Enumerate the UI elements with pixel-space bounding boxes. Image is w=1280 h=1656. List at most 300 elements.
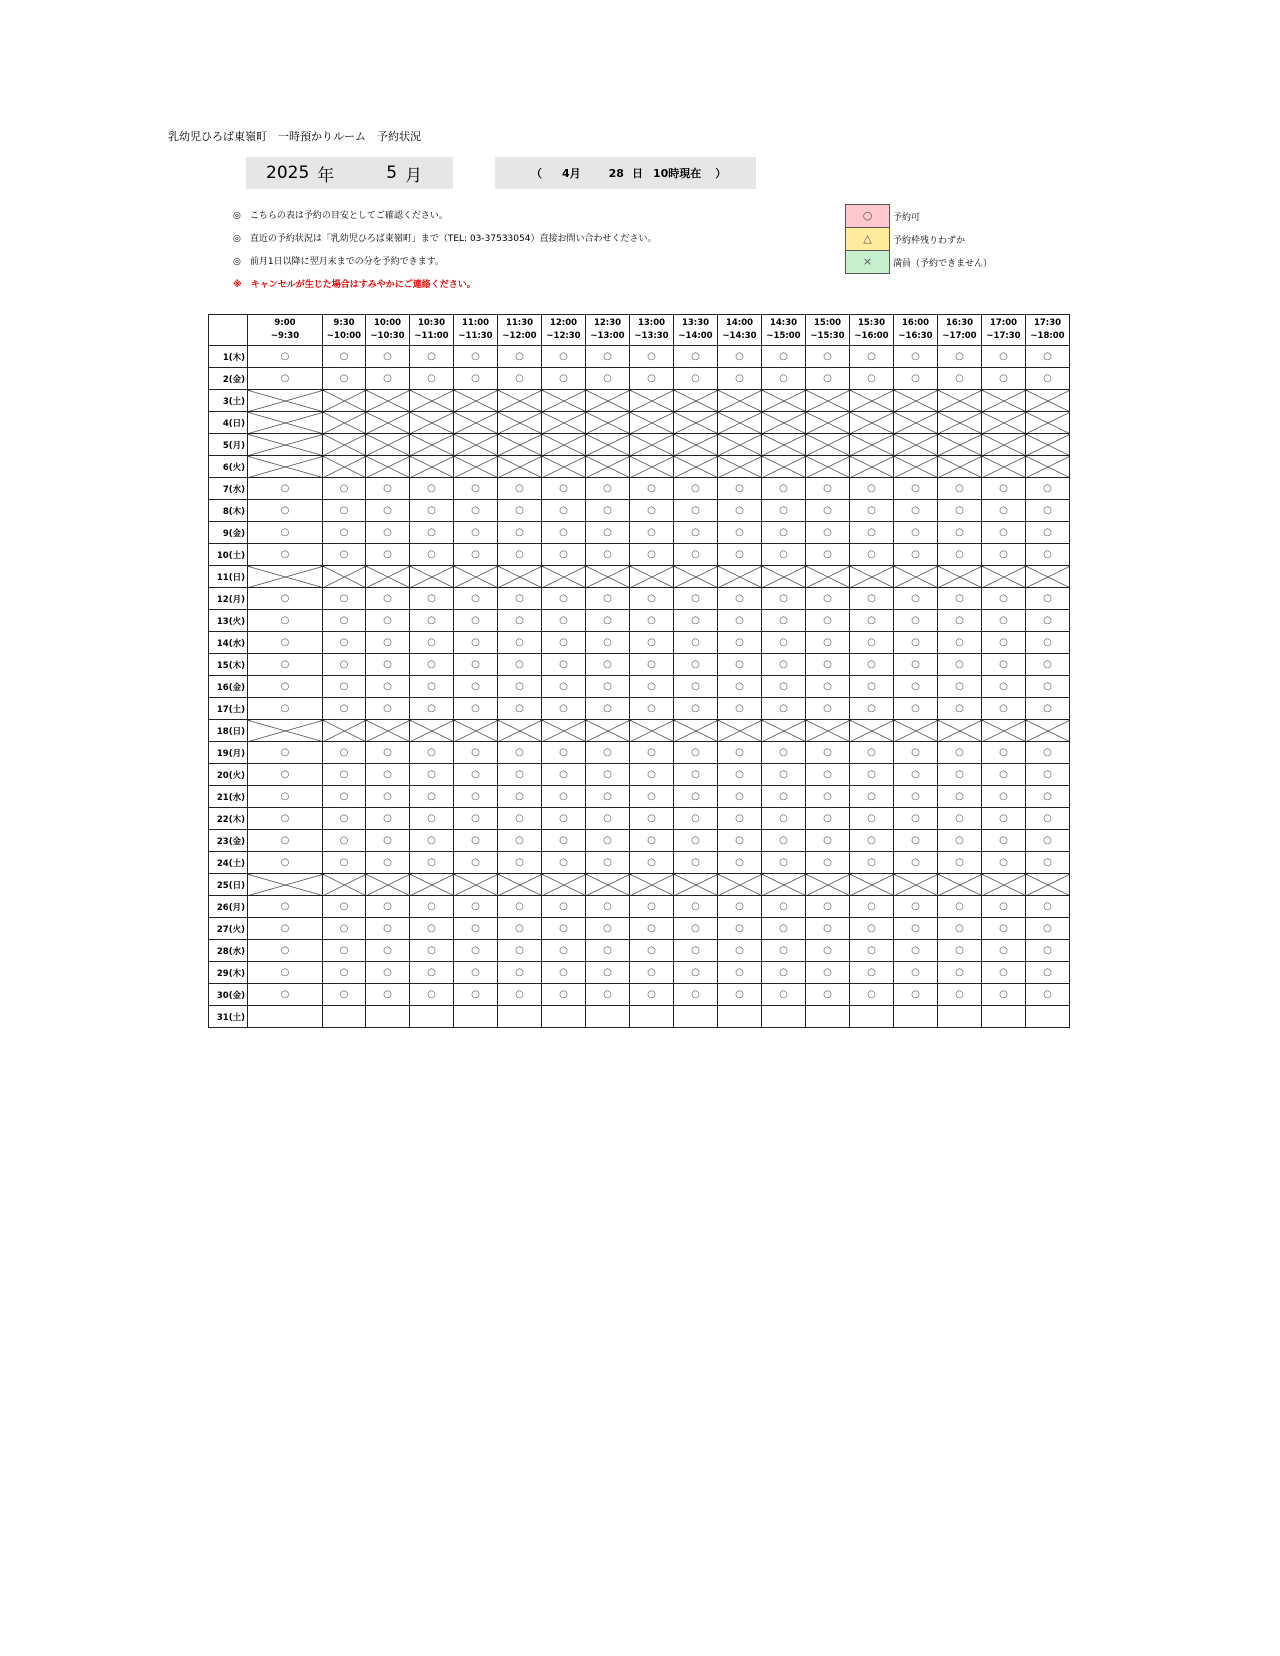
slot-closed bbox=[410, 390, 454, 412]
legend-item-few-left bbox=[845, 228, 992, 251]
slot-available: ○ bbox=[674, 984, 718, 1006]
slot-available: ○ bbox=[718, 852, 762, 874]
slot-available: ○ bbox=[762, 500, 806, 522]
slot-available: ○ bbox=[982, 588, 1026, 610]
slot-available: ○ bbox=[366, 984, 410, 1006]
day-row bbox=[209, 830, 1070, 852]
slot-closed bbox=[454, 412, 498, 434]
slot-available: ○ bbox=[366, 346, 410, 368]
slot-available: ○ bbox=[498, 676, 542, 698]
slot-closed bbox=[762, 874, 806, 896]
slot-available: ○ bbox=[674, 896, 718, 918]
slot-closed bbox=[586, 434, 630, 456]
slot-available: ○ bbox=[1026, 786, 1070, 808]
slot-closed bbox=[498, 412, 542, 434]
slot-closed bbox=[762, 566, 806, 588]
slot-available: ○ bbox=[454, 984, 498, 1006]
slot-available: ○ bbox=[323, 654, 366, 676]
slot-available: ○ bbox=[498, 764, 542, 786]
slot-available: ○ bbox=[762, 368, 806, 390]
slot-available: ○ bbox=[718, 984, 762, 1006]
slot-available: ○ bbox=[498, 918, 542, 940]
slot-closed bbox=[1026, 412, 1070, 434]
slot-available: ○ bbox=[850, 698, 894, 720]
day-label: 16(金) bbox=[209, 676, 248, 698]
slot-empty bbox=[454, 1006, 498, 1028]
legend-label: 満員（予約できません） bbox=[893, 259, 993, 269]
slot-available: ○ bbox=[323, 588, 366, 610]
month-label: 月 bbox=[405, 165, 423, 186]
slot-available: ○ bbox=[542, 368, 586, 390]
slot-available: ○ bbox=[762, 346, 806, 368]
slot-available: ○ bbox=[850, 852, 894, 874]
slot-available: ○ bbox=[410, 632, 454, 654]
slot-available: ○ bbox=[894, 962, 938, 984]
slot-end: ~12:00 bbox=[502, 331, 537, 341]
slot-available: ○ bbox=[982, 632, 1026, 654]
slot-available: ○ bbox=[938, 896, 982, 918]
slot-available: ○ bbox=[894, 346, 938, 368]
slot-available: ○ bbox=[762, 940, 806, 962]
slot-closed bbox=[323, 874, 366, 896]
slot-available: ○ bbox=[586, 830, 630, 852]
slot-empty bbox=[366, 1006, 410, 1028]
slot-closed bbox=[806, 874, 850, 896]
slot-available: ○ bbox=[498, 896, 542, 918]
slot-closed bbox=[806, 412, 850, 434]
slot-available: ○ bbox=[454, 764, 498, 786]
day-label: 15(木) bbox=[209, 654, 248, 676]
time-slot-header bbox=[542, 315, 586, 346]
slot-available: ○ bbox=[762, 786, 806, 808]
slot-available: ○ bbox=[894, 478, 938, 500]
slot-start: 11:30 bbox=[505, 318, 534, 328]
corner-cell bbox=[209, 315, 248, 346]
slot-available: ○ bbox=[323, 478, 366, 500]
slot-available: ○ bbox=[366, 742, 410, 764]
slot-available: ○ bbox=[982, 984, 1026, 1006]
slot-available: ○ bbox=[454, 742, 498, 764]
day-row bbox=[209, 544, 1070, 566]
legend-item-full bbox=[845, 251, 992, 274]
day-row bbox=[209, 874, 1070, 896]
slot-closed bbox=[542, 720, 586, 742]
slot-empty bbox=[938, 1006, 982, 1028]
slot-available: ○ bbox=[982, 786, 1026, 808]
page-title: 乳幼児ひろば東嶺町 一時預かりルーム 予約状況 bbox=[168, 130, 421, 143]
slot-available: ○ bbox=[982, 544, 1026, 566]
slot-available: ○ bbox=[1026, 544, 1070, 566]
slot-available: ○ bbox=[410, 984, 454, 1006]
slot-available: ○ bbox=[366, 918, 410, 940]
slot-available: ○ bbox=[586, 588, 630, 610]
slot-closed bbox=[323, 456, 366, 478]
slot-start: 15:00 bbox=[813, 318, 842, 328]
slot-available: ○ bbox=[323, 742, 366, 764]
slot-closed bbox=[366, 390, 410, 412]
slot-closed bbox=[938, 720, 982, 742]
slot-closed bbox=[1026, 566, 1070, 588]
slot-available: ○ bbox=[762, 830, 806, 852]
slot-empty bbox=[982, 1006, 1026, 1028]
slot-available: ○ bbox=[366, 764, 410, 786]
slot-available: ○ bbox=[630, 632, 674, 654]
slot-available: ○ bbox=[938, 522, 982, 544]
slot-available: ○ bbox=[248, 830, 323, 852]
slot-available: ○ bbox=[894, 918, 938, 940]
time-slot-header bbox=[454, 315, 498, 346]
slot-available: ○ bbox=[762, 632, 806, 654]
slot-available: ○ bbox=[1026, 808, 1070, 830]
slot-available: ○ bbox=[938, 610, 982, 632]
year-label: 年 bbox=[317, 165, 335, 186]
slot-closed bbox=[366, 412, 410, 434]
day-label: 4(日) bbox=[209, 412, 248, 434]
slot-available: ○ bbox=[323, 962, 366, 984]
slot-available: ○ bbox=[806, 478, 850, 500]
slot-closed bbox=[938, 434, 982, 456]
day-label: 18(日) bbox=[209, 720, 248, 742]
slot-end: ~16:00 bbox=[854, 331, 889, 341]
slot-closed bbox=[718, 390, 762, 412]
day-row bbox=[209, 346, 1070, 368]
slot-available: ○ bbox=[850, 676, 894, 698]
day-label: 19(月) bbox=[209, 742, 248, 764]
slot-available: ○ bbox=[762, 544, 806, 566]
slot-closed bbox=[410, 434, 454, 456]
day-label: 5(月) bbox=[209, 434, 248, 456]
legend bbox=[845, 205, 992, 274]
slot-closed bbox=[674, 720, 718, 742]
slot-available: ○ bbox=[410, 610, 454, 632]
slot-closed bbox=[982, 456, 1026, 478]
day-label: 28(水) bbox=[209, 940, 248, 962]
slot-available: ○ bbox=[806, 346, 850, 368]
slot-closed bbox=[542, 456, 586, 478]
legend-item-available bbox=[845, 205, 992, 228]
slot-available: ○ bbox=[938, 786, 982, 808]
slot-available: ○ bbox=[850, 346, 894, 368]
day-row bbox=[209, 720, 1070, 742]
slot-available: ○ bbox=[410, 940, 454, 962]
slot-available: ○ bbox=[674, 852, 718, 874]
slot-available: ○ bbox=[806, 764, 850, 786]
slot-closed bbox=[248, 566, 323, 588]
slot-available: ○ bbox=[982, 654, 1026, 676]
time-slot-header bbox=[630, 315, 674, 346]
as-of-close-paren: ） bbox=[715, 167, 727, 180]
slot-closed bbox=[894, 566, 938, 588]
slot-available: ○ bbox=[248, 522, 323, 544]
slot-available: ○ bbox=[806, 786, 850, 808]
slot-closed bbox=[366, 566, 410, 588]
slot-available: ○ bbox=[542, 544, 586, 566]
slot-available: ○ bbox=[454, 676, 498, 698]
slot-available: ○ bbox=[248, 588, 323, 610]
slot-available: ○ bbox=[542, 918, 586, 940]
day-label: 8(木) bbox=[209, 500, 248, 522]
day-row bbox=[209, 962, 1070, 984]
slot-available: ○ bbox=[323, 918, 366, 940]
slot-available: ○ bbox=[366, 588, 410, 610]
slot-available: ○ bbox=[366, 368, 410, 390]
slot-start: 16:00 bbox=[901, 318, 930, 328]
slot-available: ○ bbox=[586, 676, 630, 698]
slot-available: ○ bbox=[718, 676, 762, 698]
slot-closed bbox=[630, 874, 674, 896]
slot-closed bbox=[366, 434, 410, 456]
slot-available: ○ bbox=[806, 632, 850, 654]
slot-closed bbox=[762, 456, 806, 478]
slot-available: ○ bbox=[938, 654, 982, 676]
slot-available: ○ bbox=[806, 544, 850, 566]
slot-start: 13:30 bbox=[681, 318, 710, 328]
slot-closed bbox=[982, 412, 1026, 434]
slot-closed bbox=[674, 566, 718, 588]
slot-available: ○ bbox=[630, 896, 674, 918]
slot-closed bbox=[542, 874, 586, 896]
slot-available: ○ bbox=[366, 610, 410, 632]
time-slot-header bbox=[762, 315, 806, 346]
slot-available: ○ bbox=[806, 588, 850, 610]
slot-available: ○ bbox=[718, 742, 762, 764]
slot-available: ○ bbox=[323, 984, 366, 1006]
slot-available: ○ bbox=[410, 852, 454, 874]
slot-available: ○ bbox=[938, 830, 982, 852]
slot-available: ○ bbox=[762, 588, 806, 610]
slot-closed bbox=[323, 720, 366, 742]
slot-closed bbox=[498, 566, 542, 588]
slot-available: ○ bbox=[498, 852, 542, 874]
slot-end: ~14:00 bbox=[678, 331, 713, 341]
slot-end: ~18:00 bbox=[1030, 331, 1065, 341]
day-label: 29(木) bbox=[209, 962, 248, 984]
slot-start: 17:30 bbox=[1033, 318, 1062, 328]
slot-available: ○ bbox=[674, 544, 718, 566]
slot-available: ○ bbox=[674, 808, 718, 830]
day-label: 2(金) bbox=[209, 368, 248, 390]
slot-available: ○ bbox=[366, 544, 410, 566]
slot-available: ○ bbox=[1026, 654, 1070, 676]
slot-closed bbox=[806, 720, 850, 742]
slot-available: ○ bbox=[850, 962, 894, 984]
slot-closed bbox=[323, 390, 366, 412]
slot-empty bbox=[1026, 1006, 1070, 1028]
slot-available: ○ bbox=[248, 808, 323, 830]
slot-available: ○ bbox=[938, 764, 982, 786]
slot-available: ○ bbox=[674, 830, 718, 852]
slot-closed bbox=[410, 874, 454, 896]
slot-available: ○ bbox=[718, 500, 762, 522]
slot-closed bbox=[982, 434, 1026, 456]
day-row bbox=[209, 1006, 1070, 1028]
slot-available: ○ bbox=[323, 522, 366, 544]
day-label: 27(火) bbox=[209, 918, 248, 940]
slot-available: ○ bbox=[850, 544, 894, 566]
slot-available: ○ bbox=[718, 478, 762, 500]
slot-closed bbox=[674, 390, 718, 412]
slot-available: ○ bbox=[630, 918, 674, 940]
slot-available: ○ bbox=[850, 830, 894, 852]
time-slot-header bbox=[248, 315, 323, 346]
day-label: 23(金) bbox=[209, 830, 248, 852]
slot-available: ○ bbox=[762, 654, 806, 676]
slot-available: ○ bbox=[586, 962, 630, 984]
slot-available: ○ bbox=[894, 808, 938, 830]
slot-available: ○ bbox=[806, 654, 850, 676]
slot-start: 12:00 bbox=[549, 318, 578, 328]
slot-available: ○ bbox=[938, 742, 982, 764]
slot-available: ○ bbox=[248, 896, 323, 918]
day-row bbox=[209, 588, 1070, 610]
time-slot-header bbox=[498, 315, 542, 346]
slot-available: ○ bbox=[718, 654, 762, 676]
slot-closed bbox=[938, 390, 982, 412]
as-of-day-label: 日 bbox=[631, 167, 643, 180]
slot-available: ○ bbox=[248, 962, 323, 984]
slot-available: ○ bbox=[894, 830, 938, 852]
slot-closed bbox=[630, 412, 674, 434]
day-row bbox=[209, 940, 1070, 962]
slot-end: ~11:00 bbox=[414, 331, 449, 341]
slot-available: ○ bbox=[850, 764, 894, 786]
time-slot-header bbox=[1026, 315, 1070, 346]
slot-closed bbox=[586, 456, 630, 478]
slot-available: ○ bbox=[454, 610, 498, 632]
slot-available: ○ bbox=[850, 918, 894, 940]
slot-available: ○ bbox=[762, 852, 806, 874]
slot-closed bbox=[454, 456, 498, 478]
slot-available: ○ bbox=[248, 478, 323, 500]
slot-start: 10:30 bbox=[417, 318, 446, 328]
slot-available: ○ bbox=[806, 918, 850, 940]
slot-closed bbox=[806, 456, 850, 478]
slot-empty bbox=[674, 1006, 718, 1028]
slot-available: ○ bbox=[542, 654, 586, 676]
slot-available: ○ bbox=[498, 368, 542, 390]
slot-available: ○ bbox=[850, 940, 894, 962]
slot-available: ○ bbox=[938, 852, 982, 874]
slot-available: ○ bbox=[454, 830, 498, 852]
slot-available: ○ bbox=[323, 368, 366, 390]
slot-available: ○ bbox=[248, 742, 323, 764]
slot-start: 15:30 bbox=[857, 318, 886, 328]
slot-available: ○ bbox=[1026, 588, 1070, 610]
slot-available: ○ bbox=[894, 940, 938, 962]
slot-available: ○ bbox=[586, 544, 630, 566]
slot-end: ~17:30 bbox=[986, 331, 1021, 341]
slot-available: ○ bbox=[982, 698, 1026, 720]
slot-start: 14:30 bbox=[769, 318, 798, 328]
slot-available: ○ bbox=[323, 346, 366, 368]
slot-available: ○ bbox=[718, 808, 762, 830]
slot-available: ○ bbox=[498, 346, 542, 368]
slot-available: ○ bbox=[894, 896, 938, 918]
slot-available: ○ bbox=[248, 346, 323, 368]
slot-closed bbox=[248, 456, 323, 478]
slot-empty bbox=[410, 1006, 454, 1028]
time-slot-header bbox=[410, 315, 454, 346]
note-item: ◎ 直近の予約状況は「乳幼児ひろば東嶺町」まで（TEL: 03-37533054）直接お問い合わせください。 bbox=[233, 234, 657, 244]
day-row bbox=[209, 698, 1070, 720]
slot-available: ○ bbox=[806, 852, 850, 874]
slot-available: ○ bbox=[674, 610, 718, 632]
slot-start: 13:00 bbox=[637, 318, 666, 328]
slot-available: ○ bbox=[850, 500, 894, 522]
slot-available: ○ bbox=[894, 786, 938, 808]
slot-available: ○ bbox=[410, 654, 454, 676]
time-slot-header bbox=[586, 315, 630, 346]
slot-available: ○ bbox=[498, 786, 542, 808]
slot-available: ○ bbox=[762, 984, 806, 1006]
slot-available: ○ bbox=[498, 984, 542, 1006]
slot-available: ○ bbox=[586, 940, 630, 962]
slot-available: ○ bbox=[674, 588, 718, 610]
slot-closed bbox=[248, 720, 323, 742]
slot-available: ○ bbox=[498, 478, 542, 500]
slot-available: ○ bbox=[410, 478, 454, 500]
slot-available: ○ bbox=[323, 896, 366, 918]
slot-available: ○ bbox=[630, 588, 674, 610]
slot-available: ○ bbox=[366, 478, 410, 500]
slot-available: ○ bbox=[718, 588, 762, 610]
day-label: 14(水) bbox=[209, 632, 248, 654]
time-slot-header-row bbox=[209, 315, 1070, 346]
slot-available: ○ bbox=[938, 698, 982, 720]
day-label: 6(火) bbox=[209, 456, 248, 478]
slot-closed bbox=[1026, 390, 1070, 412]
slot-available: ○ bbox=[850, 984, 894, 1006]
slot-closed bbox=[498, 456, 542, 478]
slot-closed bbox=[498, 720, 542, 742]
slot-available: ○ bbox=[1026, 368, 1070, 390]
slot-end: ~13:30 bbox=[634, 331, 669, 341]
day-label: 30(金) bbox=[209, 984, 248, 1006]
as-of-month: 4月 bbox=[562, 167, 581, 180]
slot-available: ○ bbox=[542, 478, 586, 500]
slot-available: ○ bbox=[630, 610, 674, 632]
slot-available: ○ bbox=[938, 632, 982, 654]
slot-available: ○ bbox=[498, 522, 542, 544]
day-label: 12(月) bbox=[209, 588, 248, 610]
slot-available: ○ bbox=[248, 984, 323, 1006]
slot-available: ○ bbox=[938, 940, 982, 962]
slot-available: ○ bbox=[323, 830, 366, 852]
slot-available: ○ bbox=[542, 346, 586, 368]
slot-closed bbox=[454, 390, 498, 412]
time-slot-header bbox=[366, 315, 410, 346]
slot-available: ○ bbox=[850, 896, 894, 918]
slot-available: ○ bbox=[542, 610, 586, 632]
slot-available: ○ bbox=[982, 522, 1026, 544]
slot-available: ○ bbox=[806, 522, 850, 544]
slot-closed bbox=[454, 566, 498, 588]
slot-available: ○ bbox=[542, 896, 586, 918]
slot-available: ○ bbox=[248, 610, 323, 632]
slot-available: ○ bbox=[630, 742, 674, 764]
slot-available: ○ bbox=[498, 544, 542, 566]
slot-available: ○ bbox=[850, 654, 894, 676]
slot-closed bbox=[542, 566, 586, 588]
slot-available: ○ bbox=[454, 544, 498, 566]
slot-available: ○ bbox=[762, 764, 806, 786]
day-label: 20(火) bbox=[209, 764, 248, 786]
slot-available: ○ bbox=[630, 962, 674, 984]
slot-closed bbox=[718, 456, 762, 478]
day-row bbox=[209, 764, 1070, 786]
slot-closed bbox=[894, 412, 938, 434]
slot-available: ○ bbox=[718, 962, 762, 984]
